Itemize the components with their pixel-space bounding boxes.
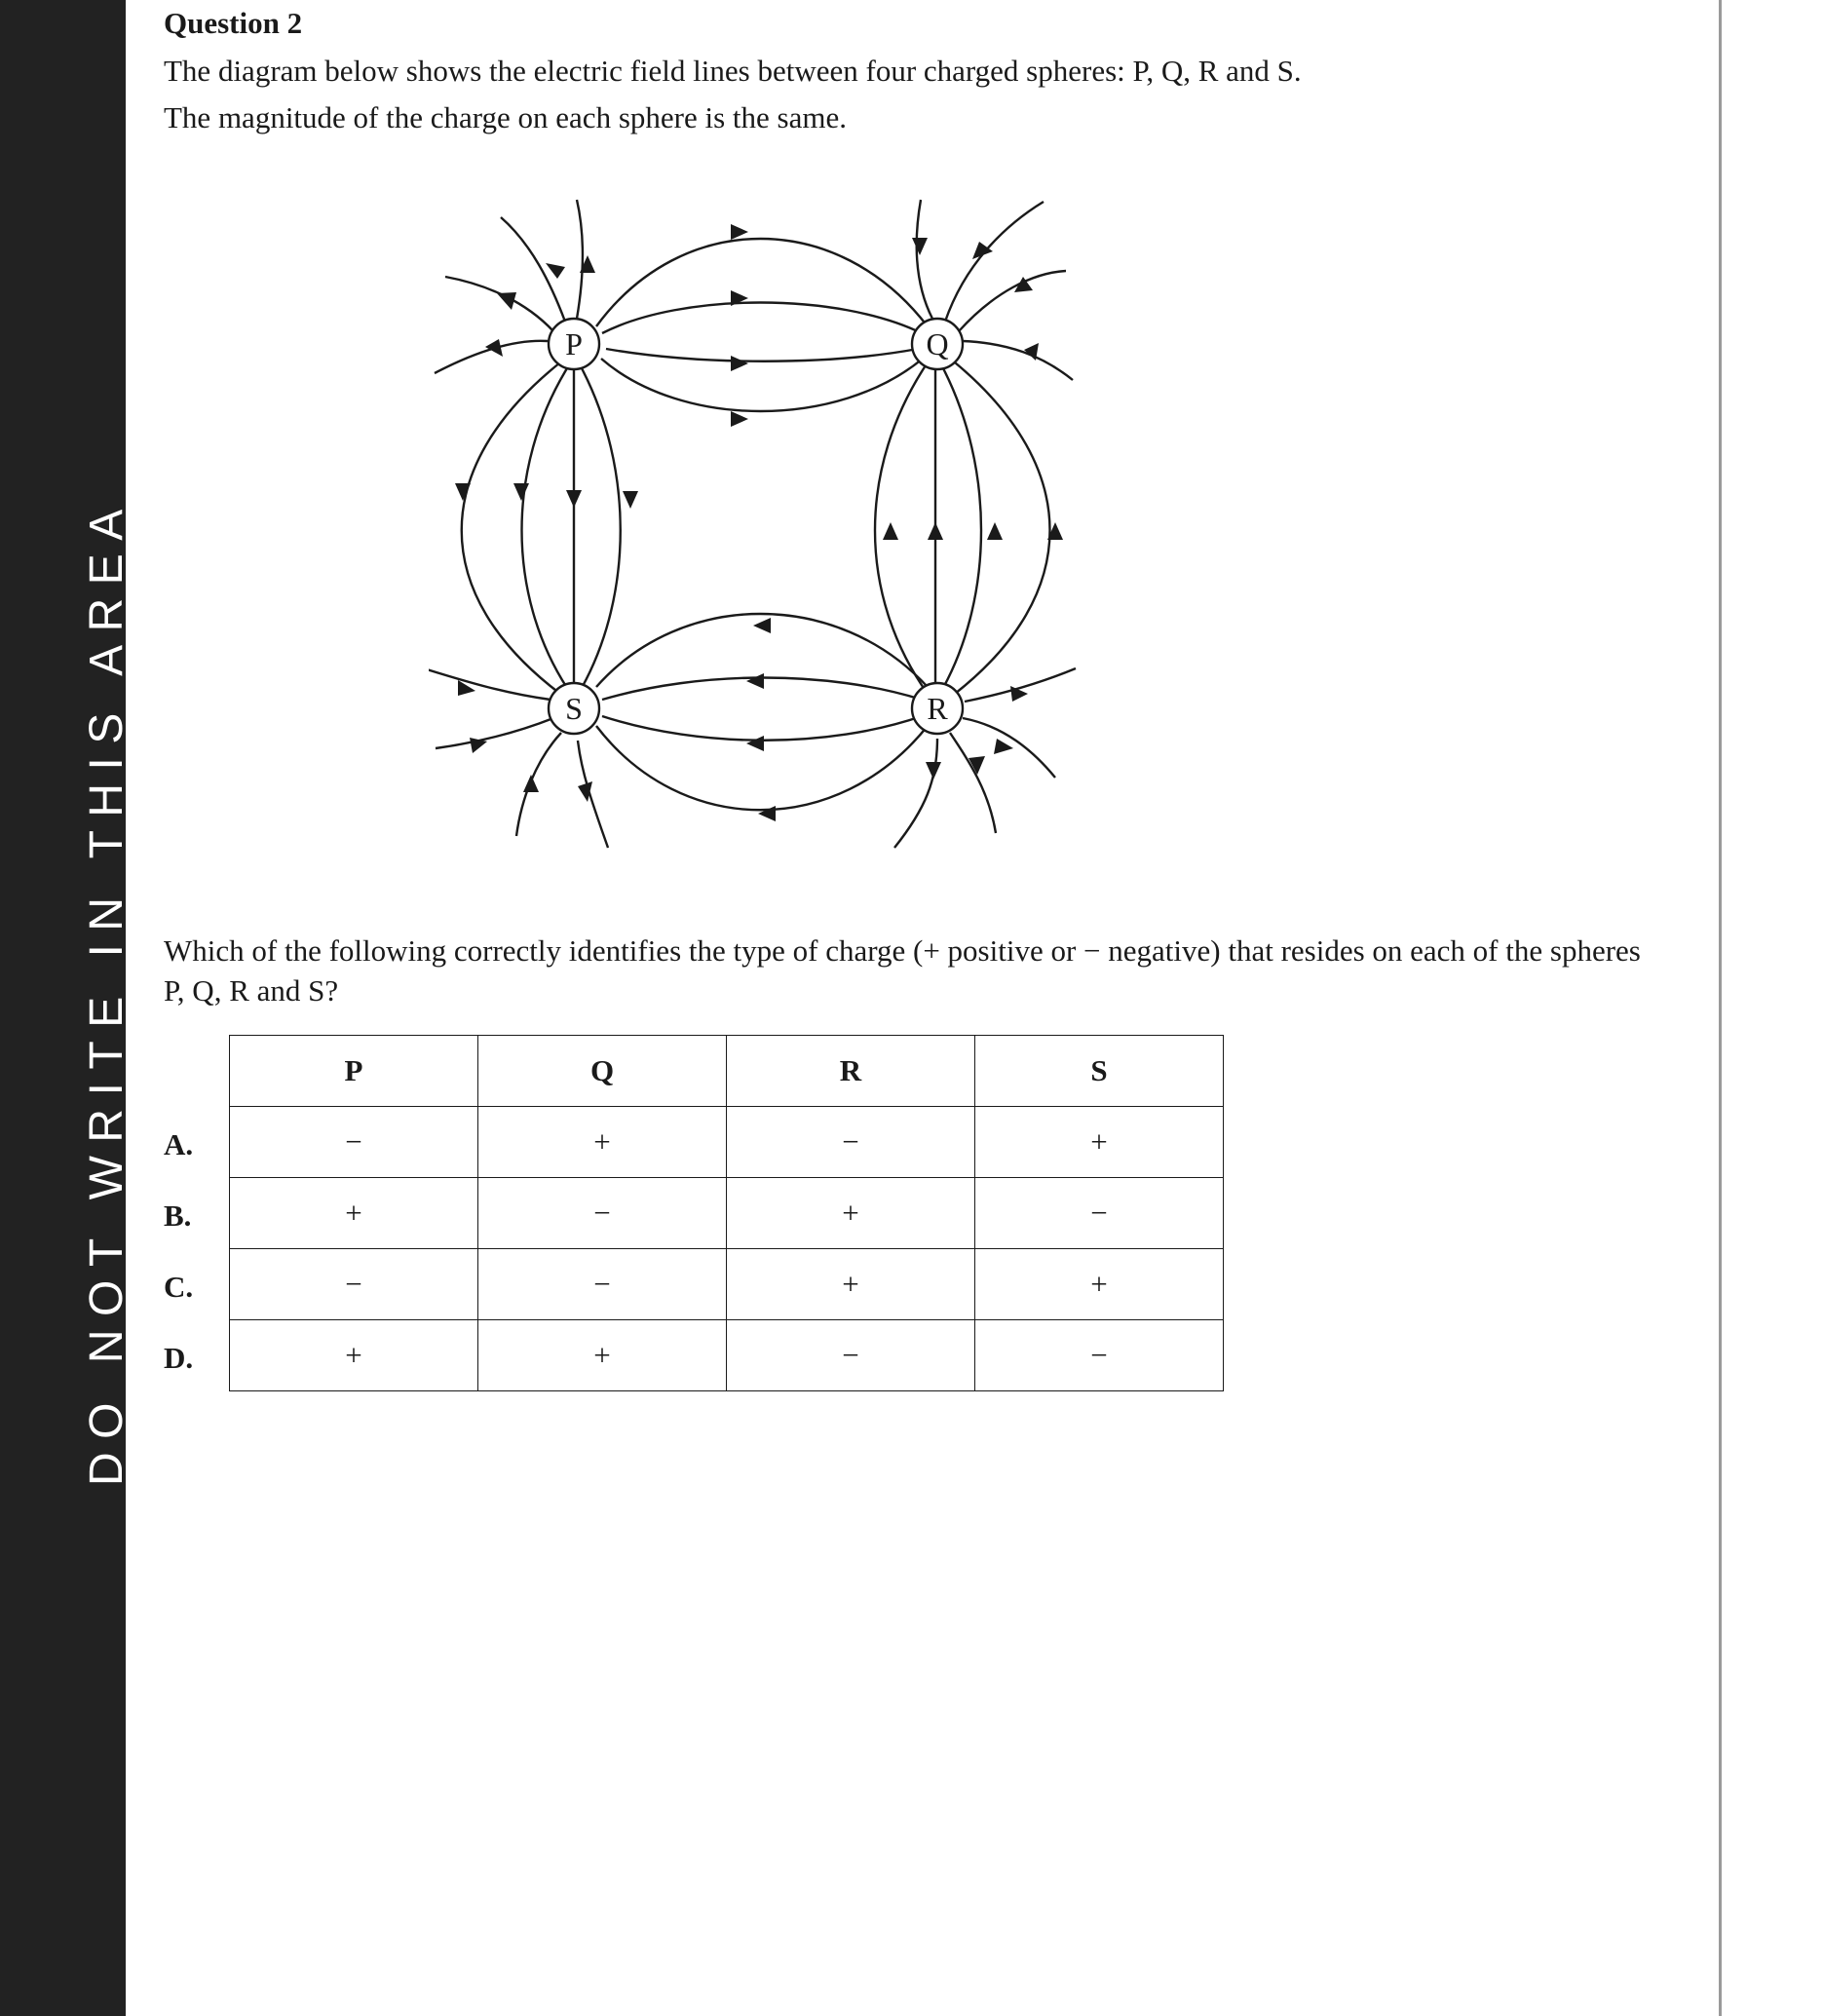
option-label-b[interactable]: B. [164,1198,192,1233]
field-line [596,239,928,326]
sphere-r [912,683,963,734]
table-cell: + [478,1320,727,1391]
field-arrow [746,736,764,751]
right-margin-rule [1719,0,1722,2016]
field-line [955,362,1050,694]
table-cell: − [727,1320,975,1391]
option-label-c[interactable]: C. [164,1270,194,1304]
field-line [436,718,553,748]
field-arrow [753,618,771,633]
field-line [516,733,561,836]
table-cell: + [975,1107,1224,1178]
field-arrow [623,491,638,509]
table-cell: − [478,1178,727,1249]
table-row[interactable] [230,1178,1224,1249]
table-cell: − [975,1178,1224,1249]
field-line [582,368,621,688]
field-arrow [523,775,539,792]
header-s: S [975,1036,1224,1107]
sphere-label-p: P [565,326,583,361]
field-arrow [546,263,565,279]
question-prompt: Which of the following correctly identifies the type of charge (+ positive or − negative) that resides on each of the spheres P, Q, R and S? [164,933,1641,1008]
question-title: Question 2 [164,6,303,40]
table-row[interactable] [230,1320,1224,1391]
table-cell: + [230,1320,478,1391]
margin-note: DO NOT WRITE IN THIS AREA [81,496,133,1486]
table-cell: + [727,1178,975,1249]
sphere-label-r: R [927,691,948,726]
question-line-2: The magnitude of the charge on each sphere is the same. [164,100,847,134]
option-label-a[interactable]: A. [164,1127,194,1161]
field-arrow [994,739,1013,754]
field-line [602,303,922,334]
answer-table [229,1035,1224,1391]
field-line [945,202,1044,322]
field-line [606,349,918,361]
table-cell: − [230,1107,478,1178]
field-arrow [912,238,928,255]
sphere-p [549,319,599,369]
field-line [445,277,553,331]
field-line [522,368,568,688]
table-cell: − [727,1107,975,1178]
field-line [963,341,1073,380]
field-arrow [485,339,503,357]
table-cell: + [478,1107,727,1178]
question-line-1: The diagram below shows the electric field lines between four charged spheres: P, Q, R and S. [164,54,1302,88]
field-arrow [746,673,764,689]
field-arrow [987,522,1003,540]
field-line [950,733,996,833]
table-row[interactable] [230,1249,1224,1320]
field-line [875,362,928,694]
table-cell: − [478,1249,727,1320]
field-arrow [883,522,898,540]
field-line [429,669,551,700]
sphere-label-q: Q [926,326,949,361]
table-header-row [230,1036,1224,1107]
field-arrow [928,522,943,540]
margin-bar [0,0,133,2016]
electric-field-diagram [429,193,1091,856]
sphere-label-s: S [565,691,583,726]
field-arrow [926,762,941,780]
sphere-q [912,319,963,369]
field-arrow [731,224,748,240]
field-line [943,368,981,688]
table-cell: + [975,1249,1224,1320]
field-arrow [731,356,748,371]
table-cell: − [975,1320,1224,1391]
field-line [577,200,583,319]
table-row[interactable] [230,1107,1224,1178]
field-arrow [731,411,748,427]
sphere-s [549,683,599,734]
field-line [917,200,932,319]
header-p: P [230,1036,478,1107]
option-label-d[interactable]: D. [164,1341,194,1375]
field-arrow [497,292,516,310]
field-arrow [566,490,582,508]
field-arrow [758,806,776,821]
table-cell: − [230,1249,478,1320]
field-line [959,271,1066,331]
header-r: R [727,1036,975,1107]
table-cell: + [230,1178,478,1249]
field-arrow [513,483,529,501]
field-arrow [455,483,471,501]
header-q: Q [478,1036,727,1107]
field-line [601,359,923,411]
field-line [578,741,608,848]
table-cell: + [727,1249,975,1320]
